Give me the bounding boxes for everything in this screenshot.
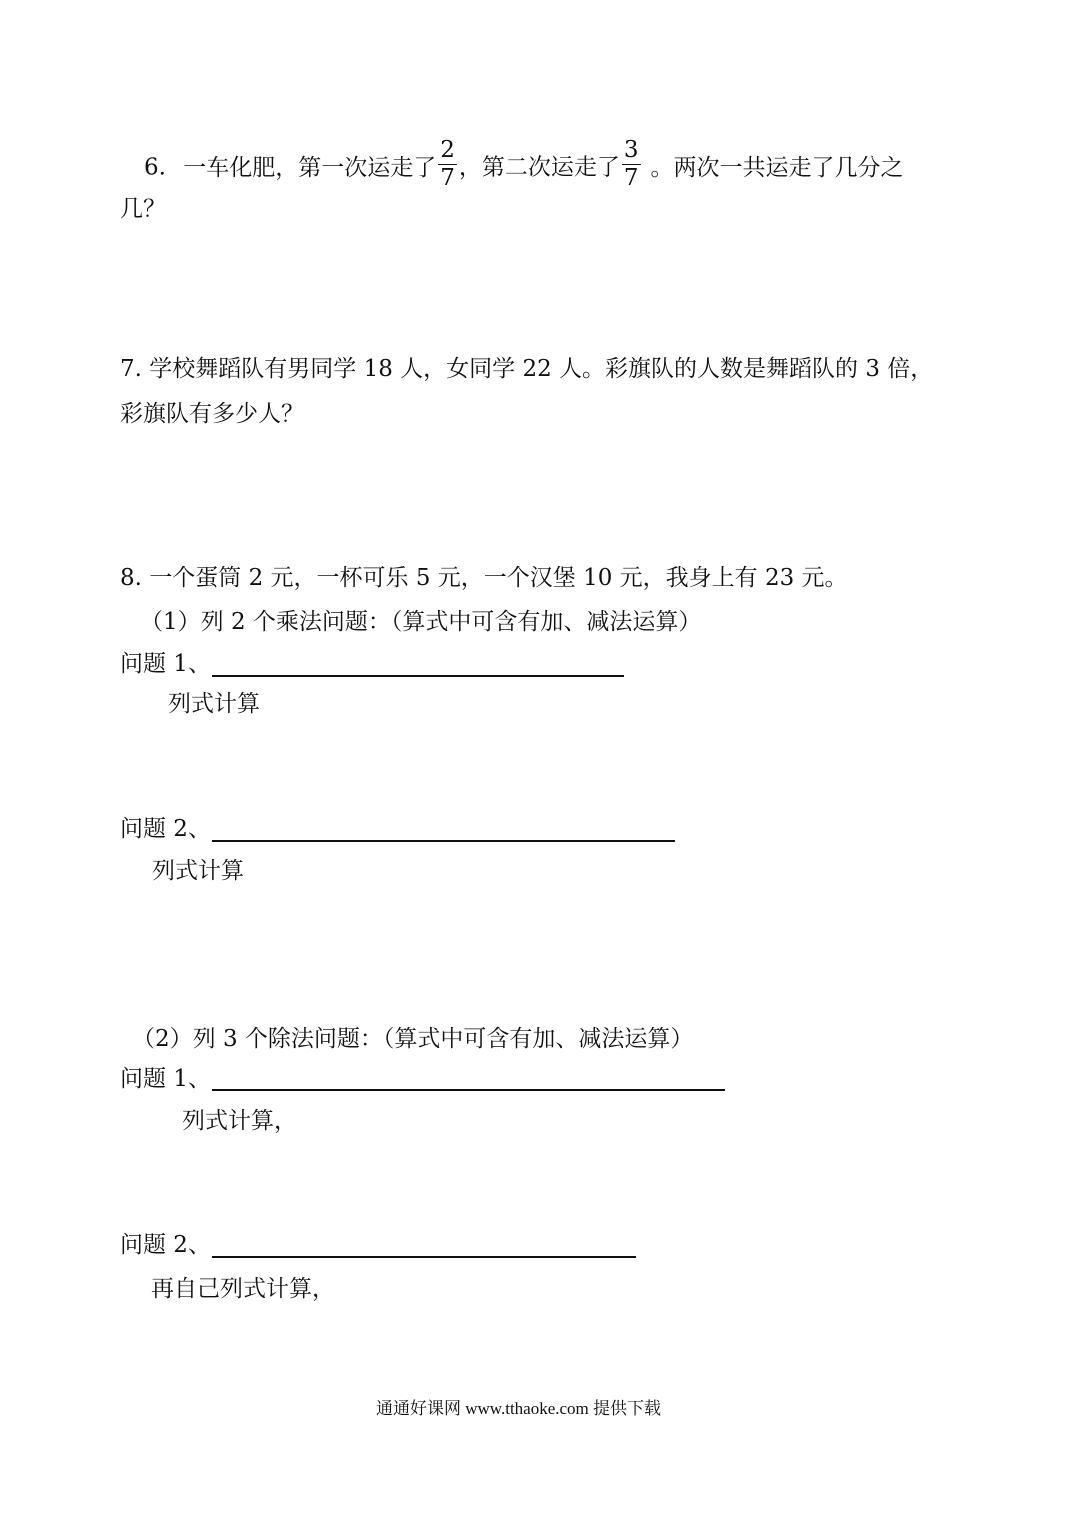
part-1-question-2-answer-line (212, 840, 675, 842)
part-2-question-2-answer-line (212, 1256, 636, 1258)
part-1-question-1-label: 问题 1、 (120, 651, 211, 677)
question-7-line-2: 彩旗队有多少人？ (120, 401, 304, 427)
part-2-title: （2）列 3 个除法问题：（算式中可含有加、减法运算） (132, 1026, 694, 1052)
question-6-text-c: 。两次一共运走了几分之 (650, 154, 904, 181)
question-6-number: 6. (144, 154, 166, 181)
page-footer: 通通好课网 www.tthaoke.com 提供下载 (376, 1399, 662, 1418)
part-1-question-2-label: 问题 2、 (120, 816, 211, 842)
part-1-question-1-answer-line (212, 675, 624, 677)
part-2-question-1-label: 问题 1、 (120, 1066, 211, 1092)
question-7-line-1: 7. 学校舞蹈队有男同学 18 人，女同学 22 人。彩旗队的人数是舞蹈队的 3 倍， (120, 356, 934, 382)
part-2-question-1-calc: 列式计算， (182, 1108, 297, 1134)
question-6-text-b: ，第二次运走了 (458, 154, 620, 181)
question-8-intro: 8. 一个蛋筒 2 元，一杯可乐 5 元，一个汉堡 10 元，我身上有 23 元。 (120, 565, 848, 591)
part-2-question-2-label: 问题 2、 (120, 1232, 211, 1258)
part-2-question-2-calc: 再自己列式计算， (151, 1276, 335, 1302)
question-6-line-2: 几？ (120, 196, 166, 222)
fraction-3-7: $\frac{3}{7}$ (623, 137, 639, 191)
part-1-title: （1）列 2 个乘法问题：（算式中可含有加、减法运算） (140, 609, 702, 635)
fraction-2-7: $\frac{2}{7}$ (440, 137, 455, 191)
part-1-question-2-calc: 列式计算 (152, 858, 244, 884)
part-1-question-1-calc: 列式计算 (168, 691, 260, 717)
question-6-line-1 (144, 137, 904, 194)
part-2-question-1-answer-line (212, 1089, 725, 1091)
question-6-text-a: 一车化肥，第一次运走了 (183, 154, 437, 181)
